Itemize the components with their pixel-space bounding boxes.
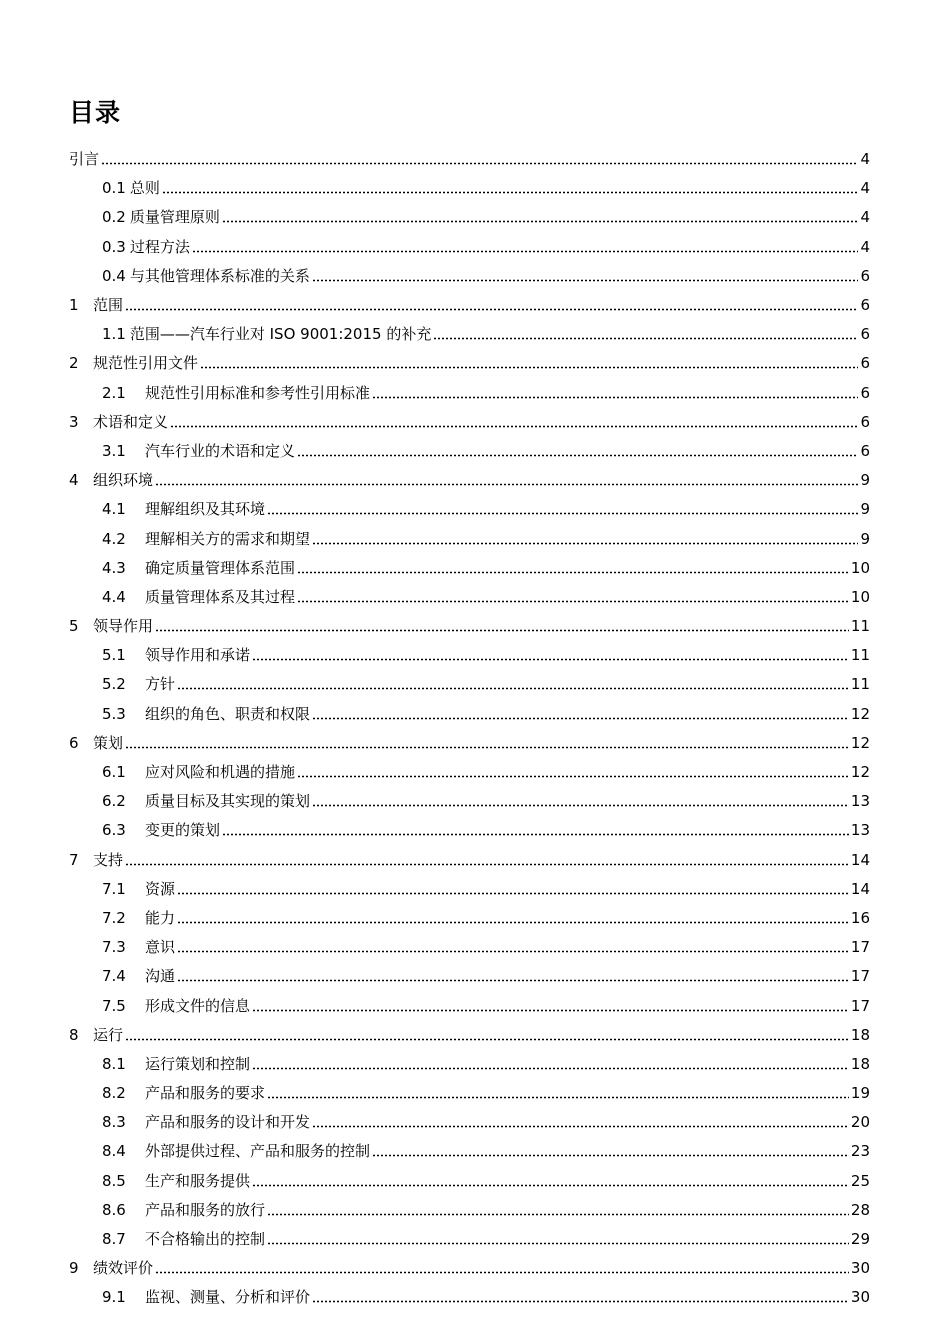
toc-entry-title: 外部提供过程、产品和服务的控制	[145, 1142, 371, 1161]
dot-leader	[267, 512, 858, 515]
toc-entry-number: 5	[69, 617, 79, 636]
dot-leader	[177, 892, 849, 895]
toc-entry-title: 生产和服务提供	[145, 1171, 251, 1190]
toc-entry-title: 支持	[93, 850, 124, 869]
toc-entry-title: 运行策划和控制	[145, 1054, 251, 1073]
toc-entry-page-number: 11	[850, 675, 870, 694]
toc-entry-page-number: 29	[850, 1230, 870, 1249]
toc-entry-page-number: 9	[860, 471, 870, 490]
dot-leader	[155, 483, 858, 486]
toc-entry-page-number: 12	[850, 704, 870, 723]
toc-entry-number: 0.1	[102, 179, 126, 198]
toc-entry[interactable]	[69, 466, 870, 495]
toc-entry-page-number: 17	[850, 938, 870, 957]
dot-leader	[312, 279, 859, 282]
toc-entry-page-number: 6	[860, 441, 870, 460]
toc-entry[interactable]	[69, 787, 870, 816]
toc-entry[interactable]	[69, 233, 870, 262]
toc-entry[interactable]	[69, 962, 870, 991]
toc-entry-page-number: 11	[850, 646, 870, 665]
toc-entry-page-number: 6	[860, 383, 870, 402]
toc-entry-page-number: 13	[850, 792, 870, 811]
toc-entry-title: 确定质量管理体系范围	[145, 558, 296, 577]
toc-entry-number: 4.3	[102, 558, 126, 577]
toc-entry-number: 6.1	[102, 763, 126, 782]
toc-entry-title: 策划	[93, 733, 124, 752]
dot-leader	[267, 1213, 849, 1216]
toc-entry-title: 产品和服务的要求	[145, 1084, 266, 1103]
dot-leader	[312, 1125, 849, 1128]
toc-entry[interactable]	[69, 816, 870, 845]
toc-entry[interactable]	[69, 1137, 870, 1166]
dot-leader	[252, 1009, 849, 1012]
toc-entry-number: 6.2	[102, 792, 126, 811]
toc-entry-number: 7.5	[102, 996, 126, 1015]
toc-entry-page-number: 12	[850, 733, 870, 752]
dot-leader	[177, 950, 849, 953]
toc-entry-title: 引言	[69, 150, 100, 169]
dot-leader	[312, 804, 849, 807]
toc-entry[interactable]	[69, 379, 870, 408]
toc-entry-number: 2.1	[102, 383, 126, 402]
toc-entry-title: 与其他管理体系标准的关系	[129, 266, 310, 285]
toc-entry-number: 8.6	[102, 1200, 126, 1219]
toc-entry-page-number: 10	[850, 558, 870, 577]
dot-leader	[177, 687, 849, 690]
toc-entry-number: 7.4	[102, 967, 126, 986]
toc-entry-page-number: 17	[850, 996, 870, 1015]
dot-leader	[125, 863, 849, 866]
toc-entry-number: 7.1	[102, 879, 126, 898]
toc-entry-number: 9	[69, 1259, 79, 1278]
toc-entry-number: 4.1	[102, 500, 126, 519]
dot-leader	[200, 366, 858, 369]
dot-leader	[297, 775, 849, 778]
dot-leader	[222, 833, 849, 836]
toc-entry-title: 质量管理原则	[129, 208, 220, 227]
toc-entry-title: 运行	[93, 1025, 124, 1044]
toc-entry-title: 绩效评价	[93, 1259, 154, 1278]
toc-entry-title: 理解相关方的需求和期望	[145, 529, 311, 548]
toc-entry[interactable]	[69, 875, 870, 904]
toc-entry-number: 8.4	[102, 1142, 126, 1161]
toc-entry-title: 变更的策划	[145, 821, 221, 840]
toc-entry-page-number: 17	[850, 967, 870, 986]
toc-entry[interactable]	[69, 670, 870, 699]
toc-entry[interactable]	[69, 904, 870, 933]
toc-entry-page-number: 14	[850, 850, 870, 869]
toc-entry-title: 产品和服务的放行	[145, 1200, 266, 1219]
toc-entry[interactable]	[69, 495, 870, 524]
toc-entry-number: 9.1	[102, 1288, 126, 1307]
page-title: 目录	[69, 98, 122, 127]
dot-leader	[372, 1154, 849, 1157]
dot-leader	[267, 1096, 849, 1099]
toc-entry-number: 1.1	[102, 325, 126, 344]
toc-entry[interactable]	[69, 320, 870, 349]
toc-entry-page-number: 25	[850, 1171, 870, 1190]
toc-entry[interactable]	[69, 1021, 870, 1050]
toc-entry[interactable]	[69, 991, 870, 1020]
toc-entry[interactable]	[69, 203, 870, 232]
toc-entry[interactable]	[69, 145, 870, 174]
dot-leader	[297, 571, 849, 574]
toc-entry-title: 组织的角色、职责和权限	[145, 704, 311, 723]
toc-entry-title: 应对风险和机遇的措施	[145, 763, 296, 782]
toc-entry[interactable]	[69, 1079, 870, 1108]
toc-entry[interactable]	[69, 408, 870, 437]
toc-entry-page-number: 19	[850, 1084, 870, 1103]
toc-entry-number: 5.3	[102, 704, 126, 723]
toc-entry-title: 产品和服务的设计和开发	[145, 1113, 311, 1132]
dot-leader	[267, 1242, 849, 1245]
toc-entry-page-number: 6	[860, 325, 870, 344]
toc-entry-page-number: 18	[850, 1025, 870, 1044]
dot-leader	[252, 1184, 849, 1187]
toc-entry-title: 总则	[129, 179, 160, 198]
dot-leader	[252, 1067, 849, 1070]
toc-entry-number: 7	[69, 850, 79, 869]
toc-entry-title: 汽车行业的术语和定义	[145, 441, 296, 460]
toc-entry-page-number: 6	[860, 296, 870, 315]
toc-entry-page-number: 9	[860, 529, 870, 548]
toc-entry[interactable]	[69, 1254, 870, 1283]
toc-entry-title: 意识	[145, 938, 176, 957]
toc-entry-number: 7.2	[102, 908, 126, 927]
toc-entry-page-number: 18	[850, 1054, 870, 1073]
dot-leader	[222, 220, 859, 223]
toc-entry-number: 4.4	[102, 587, 126, 606]
dot-leader	[125, 746, 849, 749]
toc-entry-title: 形成文件的信息	[145, 996, 251, 1015]
table-of-contents	[69, 145, 870, 1313]
toc-entry-title: 监视、测量、分析和评价	[145, 1288, 311, 1307]
toc-entry-page-number: 4	[860, 208, 870, 227]
toc-entry-title: 术语和定义	[93, 412, 169, 431]
dot-leader	[125, 308, 858, 311]
toc-entry[interactable]	[69, 262, 870, 291]
dot-leader	[297, 454, 858, 457]
toc-entry-page-number: 10	[850, 587, 870, 606]
toc-entry-page-number: 4	[860, 150, 870, 169]
toc-entry-page-number: 14	[850, 879, 870, 898]
toc-entry-title: 方针	[145, 675, 176, 694]
toc-entry-page-number: 12	[850, 763, 870, 782]
dot-leader	[252, 658, 849, 661]
toc-entry-page-number: 6	[860, 266, 870, 285]
toc-entry-number: 7.3	[102, 938, 126, 957]
toc-entry-title: 规范性引用标准和参考性引用标准	[145, 383, 371, 402]
dot-leader	[312, 1300, 849, 1303]
toc-entry-number: 8.1	[102, 1054, 126, 1073]
dot-leader	[101, 162, 858, 165]
toc-entry[interactable]	[69, 729, 870, 758]
dot-leader	[177, 979, 849, 982]
dot-leader	[312, 717, 849, 720]
toc-entry-title: 沟通	[145, 967, 176, 986]
toc-entry-page-number: 4	[860, 179, 870, 198]
toc-entry-title: 范围——汽车行业对 ISO 9001:2015 的补充	[129, 325, 432, 344]
dot-leader	[155, 629, 849, 632]
toc-entry-page-number: 28	[850, 1200, 870, 1219]
dot-leader	[125, 1038, 849, 1041]
toc-entry[interactable]	[69, 612, 870, 641]
toc-entry-title: 组织环境	[93, 471, 154, 490]
toc-entry-number: 0.4	[102, 266, 126, 285]
toc-entry-page-number: 30	[850, 1259, 870, 1278]
toc-entry-title: 资源	[145, 879, 176, 898]
toc-entry-number: 8.2	[102, 1084, 126, 1103]
toc-entry-page-number: 13	[850, 821, 870, 840]
dot-leader	[162, 191, 859, 194]
toc-entry-page-number: 30	[850, 1288, 870, 1307]
toc-entry-number: 6	[69, 733, 79, 752]
toc-entry-number: 5.1	[102, 646, 126, 665]
toc-entry-title: 质量管理体系及其过程	[145, 587, 296, 606]
dot-leader	[372, 396, 858, 399]
toc-entry[interactable]	[69, 349, 870, 378]
toc-entry-title: 领导作用	[93, 617, 154, 636]
dot-leader	[297, 600, 849, 603]
toc-entry[interactable]	[69, 1108, 870, 1137]
dot-leader	[312, 542, 858, 545]
toc-entry-title: 理解组织及其环境	[145, 500, 266, 519]
toc-entry-page-number: 11	[850, 617, 870, 636]
toc-entry-number: 4	[69, 471, 79, 490]
toc-entry-number: 8	[69, 1025, 79, 1044]
toc-entry-page-number: 6	[860, 412, 870, 431]
toc-entry-number: 3.1	[102, 441, 126, 460]
toc-entry[interactable]	[69, 700, 870, 729]
toc-entry[interactable]	[69, 1283, 870, 1312]
dot-leader	[177, 921, 849, 924]
toc-entry-title: 不合格输出的控制	[145, 1230, 266, 1249]
dot-leader	[155, 1271, 849, 1274]
toc-entry-title: 能力	[145, 908, 176, 927]
toc-entry-number: 4.2	[102, 529, 126, 548]
dot-leader	[192, 250, 859, 253]
toc-entry[interactable]	[69, 1050, 870, 1079]
toc-entry-number: 1	[69, 296, 79, 315]
toc-entry-number: 0.2	[102, 208, 126, 227]
toc-entry-number: 2	[69, 354, 79, 373]
toc-entry-page-number: 20	[850, 1113, 870, 1132]
toc-entry[interactable]	[69, 437, 870, 466]
toc-entry[interactable]	[69, 1225, 870, 1254]
toc-entry[interactable]	[69, 174, 870, 203]
toc-entry[interactable]	[69, 583, 870, 612]
toc-entry[interactable]	[69, 846, 870, 875]
toc-entry-number: 8.7	[102, 1230, 126, 1249]
dot-leader	[433, 337, 858, 340]
toc-entry-page-number: 4	[860, 237, 870, 256]
toc-entry-title: 过程方法	[129, 237, 190, 256]
toc-entry[interactable]	[69, 524, 870, 553]
toc-entry-title: 范围	[93, 296, 124, 315]
toc-entry[interactable]	[69, 641, 870, 670]
toc-entry[interactable]	[69, 1167, 870, 1196]
dot-leader	[170, 425, 858, 428]
toc-entry-number: 0.3	[102, 237, 126, 256]
toc-entry-page-number: 6	[860, 354, 870, 373]
toc-entry[interactable]	[69, 758, 870, 787]
toc-entry-number: 8.3	[102, 1113, 126, 1132]
toc-entry-number: 6.3	[102, 821, 126, 840]
toc-entry-page-number: 16	[850, 908, 870, 927]
toc-entry-number: 5.2	[102, 675, 126, 694]
toc-entry-number: 8.5	[102, 1171, 126, 1190]
toc-entry-number: 3	[69, 412, 79, 431]
toc-entry[interactable]	[69, 554, 870, 583]
toc-entry[interactable]	[69, 933, 870, 962]
toc-entry-page-number: 23	[850, 1142, 870, 1161]
toc-entry-title: 规范性引用文件	[93, 354, 199, 373]
toc-entry-title: 领导作用和承诺	[145, 646, 251, 665]
toc-entry-page-number: 9	[860, 500, 870, 519]
toc-entry[interactable]	[69, 291, 870, 320]
toc-entry[interactable]	[69, 1196, 870, 1225]
toc-entry-title: 质量目标及其实现的策划	[145, 792, 311, 811]
